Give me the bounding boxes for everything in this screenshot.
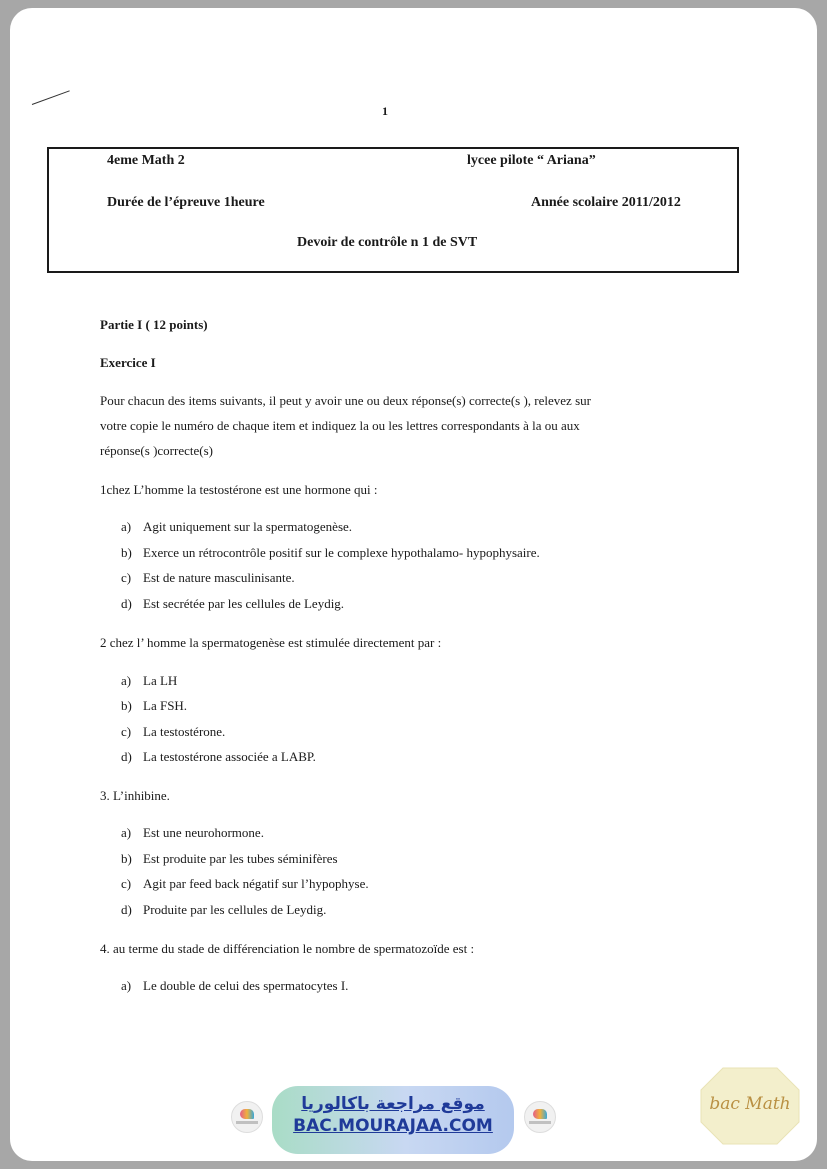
option-text: Agit par feed back négatif sur l’hypophyse. bbox=[143, 876, 369, 891]
exercise-heading: Exercice I bbox=[100, 355, 156, 370]
answer-option bbox=[121, 596, 344, 612]
site-url: BAC.MOURAJAA.COM bbox=[293, 1116, 493, 1136]
option-letter: b) bbox=[121, 698, 132, 713]
option-text: Le double de celui des spermatocytes I. bbox=[143, 978, 349, 993]
answer-option bbox=[121, 724, 225, 740]
answer-option bbox=[121, 570, 295, 586]
instruction-line: votre copie le numéro de chaque item et indiquez la ou les lettres correspondants à la ou aux bbox=[100, 418, 580, 433]
question-stem: 2 chez l’ homme la spermatogenèse est stimulée directement par : bbox=[100, 635, 442, 650]
question-stem: 4. au terme du stade de différenciation le nombre de spermatozoïde est : bbox=[100, 941, 475, 956]
answer-option bbox=[121, 902, 326, 918]
option-text: La FSH. bbox=[143, 698, 188, 713]
answer-option bbox=[121, 519, 352, 535]
option-text: La testostérone associée a LABP. bbox=[143, 749, 316, 764]
exam-header-box bbox=[47, 147, 739, 273]
site-name-arabic: موقع مراجعة باكالوريا bbox=[301, 1094, 485, 1114]
class-label: 4eme Math 2 bbox=[107, 153, 185, 168]
option-letter: d) bbox=[121, 749, 132, 764]
school-label: lycee pilote “ Ariana” bbox=[467, 153, 596, 168]
answer-option bbox=[121, 825, 264, 841]
answer-option bbox=[121, 978, 348, 994]
option-letter: c) bbox=[121, 876, 132, 891]
option-letter: a) bbox=[121, 978, 132, 993]
option-letter: c) bbox=[121, 724, 132, 739]
site-logo-icon bbox=[231, 1101, 263, 1133]
part-heading: Partie I ( 12 points) bbox=[100, 317, 208, 332]
option-text: Est produite par les tubes séminifères bbox=[143, 851, 338, 866]
page-number: 1 bbox=[382, 104, 388, 118]
option-text: Produite par les cellules de Leydig. bbox=[143, 902, 327, 917]
option-text: Agit uniquement sur la spermatogenèse. bbox=[143, 519, 353, 534]
site-logo-icon bbox=[524, 1101, 556, 1133]
question-stem: 1chez L’homme la testostérone est une hormone qui : bbox=[100, 482, 378, 497]
option-letter: d) bbox=[121, 596, 132, 611]
instruction-line: réponse(s )correcte(s) bbox=[100, 443, 213, 458]
instruction-line: Pour chacun des items suivants, il peut y avoir une ou deux réponse(s) correcte(s ), relevez sur bbox=[100, 393, 591, 408]
answer-option bbox=[121, 673, 177, 689]
option-text: Exerce un rétrocontrôle positif sur le complexe hypothalamo- hypophysaire. bbox=[143, 545, 540, 560]
question-stem: 3. L’inhibine. bbox=[100, 788, 170, 803]
answer-option bbox=[121, 851, 338, 867]
option-text: Est secrétée par les cellules de Leydig. bbox=[143, 596, 345, 611]
option-letter: c) bbox=[121, 570, 132, 585]
option-text: La LH bbox=[143, 673, 178, 688]
site-banner-link[interactable] bbox=[272, 1086, 514, 1154]
document-page bbox=[10, 8, 817, 1161]
option-text: La testostérone. bbox=[143, 724, 226, 739]
option-letter: a) bbox=[121, 673, 132, 688]
badge-label: bac Math bbox=[709, 1094, 791, 1114]
option-letter: d) bbox=[121, 902, 132, 917]
answer-option bbox=[121, 545, 540, 561]
pencil-mark bbox=[32, 90, 70, 105]
option-text: Est de nature masculinisante. bbox=[143, 570, 295, 585]
answer-option bbox=[121, 749, 316, 765]
option-letter: b) bbox=[121, 851, 132, 866]
option-text: Est une neurohormone. bbox=[143, 825, 264, 840]
answer-option bbox=[121, 698, 187, 714]
bac-math-badge bbox=[699, 1066, 801, 1146]
duration-label: Durée de l’épreuve 1heure bbox=[107, 195, 265, 210]
option-letter: a) bbox=[121, 519, 132, 534]
answer-option bbox=[121, 876, 369, 892]
option-letter: a) bbox=[121, 825, 132, 840]
school-year-label: Année scolaire 2011/2012 bbox=[531, 195, 681, 210]
option-letter: b) bbox=[121, 545, 132, 560]
exam-title: Devoir de contrôle n 1 de SVT bbox=[297, 235, 478, 250]
